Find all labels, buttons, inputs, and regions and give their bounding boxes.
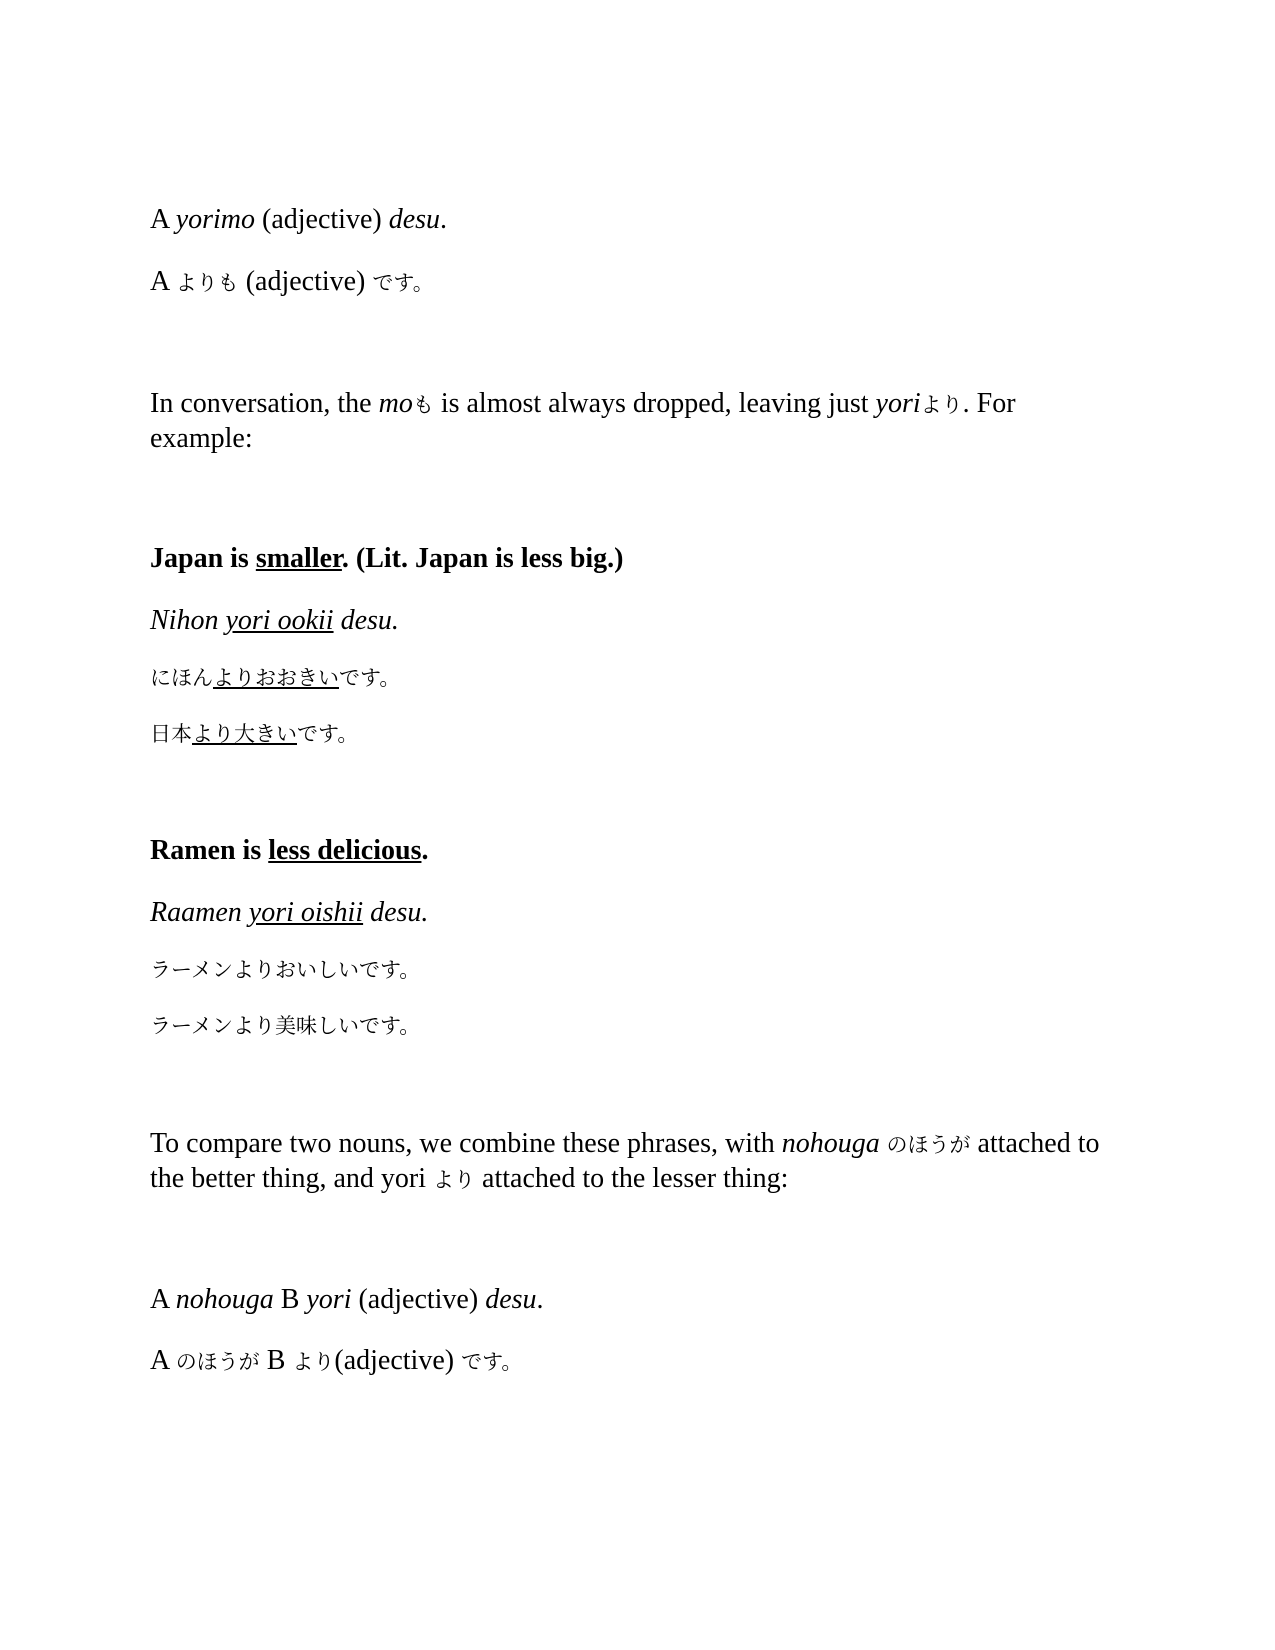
heading-text: Japan is	[150, 543, 256, 574]
romaji-text-end: desu.	[333, 605, 399, 636]
romaji-underlined: yori ookii	[225, 605, 334, 636]
kanji-text-end: です。	[297, 722, 359, 746]
text-yori-jp: より	[433, 1168, 476, 1192]
heading-text: Ramen is	[150, 835, 269, 866]
text-desu-jp: です。	[372, 271, 434, 295]
heading-underlined: smaller	[255, 543, 342, 574]
formula-nohouga-romaji	[150, 1283, 544, 1317]
formula-yorimo-romaji	[150, 203, 447, 237]
para1-text-3: . For example:	[150, 388, 1016, 454]
text-yori: yori	[306, 1284, 352, 1315]
text-adjective: (adjective)	[334, 1345, 462, 1376]
paragraph-conversation	[150, 387, 1110, 456]
text-desu: desu	[388, 204, 441, 235]
text-yori-jp: より	[292, 1350, 335, 1374]
example-kanji-ramen: ラーメンより美味しいです。	[150, 1014, 421, 1038]
kana-text-end: です。	[339, 666, 401, 690]
example-kanji-japan	[150, 720, 358, 748]
kana-text: にほん	[150, 666, 213, 690]
text-desu: desu	[485, 1284, 537, 1315]
text-nohouga: nohouga	[175, 1284, 274, 1315]
romaji-text: Raamen	[150, 897, 249, 928]
text-mo-jp: も	[412, 393, 434, 417]
example-kana-japan	[150, 664, 400, 692]
para2-text-3: attached to the lesser thing:	[475, 1163, 789, 1194]
formula-yorimo-japanese	[150, 265, 434, 300]
para1-text-1: In conversation, the	[150, 388, 379, 419]
example-heading-ramen	[150, 834, 428, 868]
text-yori: yori	[875, 388, 921, 419]
example-romaji-ramen	[150, 896, 428, 930]
example-kana-ramen: ラーメンよりおいしいです。	[150, 958, 421, 982]
text-adjective: (adjective)	[351, 1284, 486, 1315]
text-nohouga-jp: のほうが	[879, 1133, 971, 1157]
text-b: B	[259, 1345, 293, 1376]
formula-nohouga-japanese	[150, 1344, 522, 1379]
heading-text-end: .	[421, 835, 429, 866]
text-b: B	[273, 1284, 307, 1315]
example-heading-japan	[150, 542, 624, 576]
para2-text-1: To compare two nouns, we combine these phrases, with	[150, 1128, 782, 1159]
text-desu-jp: です。	[461, 1350, 523, 1374]
text-yorimo: yorimo	[175, 204, 256, 235]
text-yori-jp: より	[920, 393, 963, 417]
text-a: A	[150, 204, 176, 235]
para2-text-2: attached to the better thing, and yori	[150, 1128, 1100, 1194]
paragraph-compare-nouns	[150, 1127, 1110, 1197]
text-period: .	[536, 1284, 544, 1315]
romaji-underlined: yori oishii	[248, 897, 364, 928]
text-period: .	[440, 204, 448, 235]
text-a: A	[150, 1284, 176, 1315]
para1-text-2: is almost always dropped, leaving just	[433, 388, 876, 419]
text-nohouga: nohouga	[781, 1128, 880, 1159]
kanji-text: 日本	[150, 722, 192, 746]
text-a: A	[150, 1345, 176, 1376]
text-nohouga-jp: のほうが	[175, 1350, 260, 1374]
heading-underlined: less delicious	[268, 835, 422, 866]
example-romaji-japan	[150, 604, 399, 638]
heading-text-end: . (Lit. Japan is less big.)	[341, 543, 624, 574]
kana-underlined: よりおおきい	[213, 666, 339, 690]
kanji-underlined: より大きい	[192, 722, 297, 746]
romaji-text-end: desu.	[363, 897, 429, 928]
romaji-text: Nihon	[150, 605, 226, 636]
text-adjective: (adjective)	[255, 204, 389, 235]
text-adjective: (adjective)	[238, 266, 373, 297]
text-a: A	[150, 266, 176, 297]
text-yorimo-jp: よりも	[175, 271, 239, 295]
text-mo: mo	[378, 388, 413, 419]
